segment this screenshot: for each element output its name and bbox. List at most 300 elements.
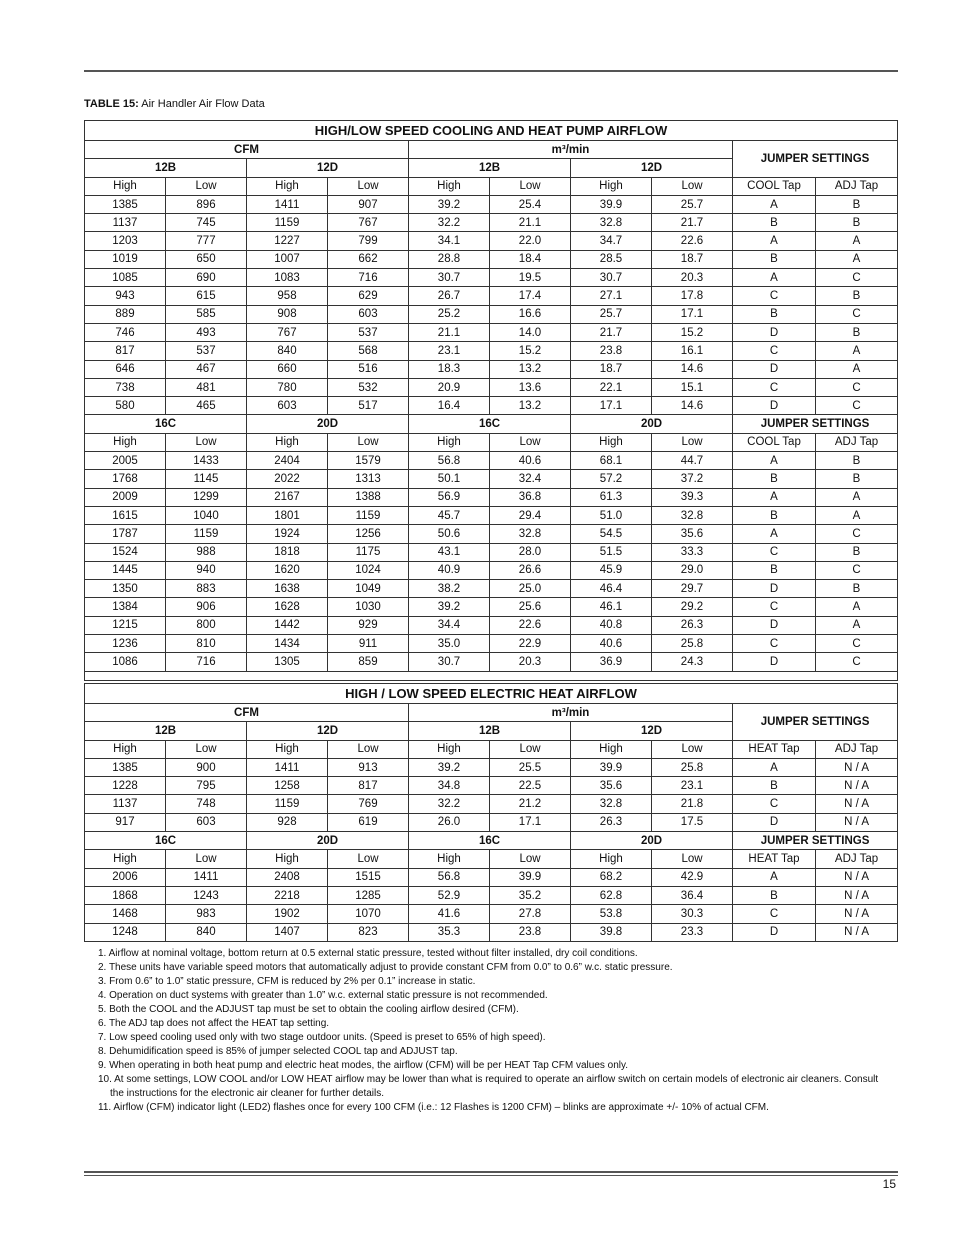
table-notes [98, 947, 888, 1115]
table-cell: 50.1 [409, 470, 490, 488]
table-cell: 13.6 [490, 378, 571, 396]
table-cell: 1818 [247, 543, 328, 561]
table-row [85, 195, 898, 213]
table-cell: A [816, 342, 898, 360]
table-row [85, 323, 898, 341]
table-cell: 2005 [85, 452, 166, 470]
model-header: 16C [85, 415, 247, 433]
table-cell: 35.0 [409, 635, 490, 653]
table-cell: 68.2 [571, 868, 652, 886]
table-cell: 690 [166, 269, 247, 287]
table-cell: 940 [166, 561, 247, 579]
column-header: COOL Tap [733, 433, 816, 451]
table-cell: D [733, 813, 816, 831]
table-cell: 1085 [85, 269, 166, 287]
table-cell: A [816, 506, 898, 524]
table-cell: 1305 [247, 653, 328, 671]
table-cell: 1243 [166, 886, 247, 904]
table-cell: 716 [328, 269, 409, 287]
table-cell: 26.3 [571, 813, 652, 831]
table-cell: D [733, 923, 816, 941]
table-cell: 35.6 [571, 777, 652, 795]
table-row [85, 232, 898, 250]
table-cell: B [816, 195, 898, 213]
table-cell: 25.6 [490, 598, 571, 616]
column-header: Low [652, 433, 733, 451]
table-cell: 907 [328, 195, 409, 213]
table-cell: 1768 [85, 470, 166, 488]
caption-label: TABLE 15: [84, 98, 139, 110]
table-cell: 44.7 [652, 452, 733, 470]
table-caption [84, 98, 265, 110]
table-cell: B [733, 305, 816, 323]
table-cell: 913 [328, 758, 409, 776]
table-cell: 21.7 [571, 323, 652, 341]
caption-text: Air Handler Air Flow Data [138, 98, 265, 110]
table-cell: 34.1 [409, 232, 490, 250]
table-row [85, 269, 898, 287]
column-header: HEAT Tap [733, 740, 816, 758]
table-cell: 35.6 [652, 525, 733, 543]
table-cell: D [733, 397, 816, 415]
table-cell: N / A [816, 777, 898, 795]
table-cell: 1248 [85, 923, 166, 941]
column-header: ADJ Tap [816, 177, 898, 195]
table-cell: A [733, 232, 816, 250]
table-cell: 1030 [328, 598, 409, 616]
column-header: Low [166, 433, 247, 451]
table-cell: 19.5 [490, 269, 571, 287]
table-cell: N / A [816, 795, 898, 813]
column-header: Low [652, 850, 733, 868]
column-header: Low [490, 740, 571, 758]
note-item: 2. These units have variable speed motors that automatically adjust to provide constant CFM from 0.0” to 0.6” w.c. static pressure. [98, 962, 673, 973]
table-cell: 17.1 [652, 305, 733, 323]
table-cell: 30.7 [409, 269, 490, 287]
table-cell: 1628 [247, 598, 328, 616]
table-row [85, 470, 898, 488]
table-cell: A [816, 616, 898, 634]
table-cell: 46.1 [571, 598, 652, 616]
jumper-settings-header: JUMPER SETTINGS [733, 832, 898, 850]
table-cell: 14.6 [652, 397, 733, 415]
table-cell: 481 [166, 378, 247, 396]
table-row [85, 616, 898, 634]
table-cell: C [733, 795, 816, 813]
table-cell: 1137 [85, 795, 166, 813]
note-item: 4. Operation on duct systems with greater than 1.0” w.c. external static pressure is not recommended. [98, 990, 548, 1001]
table-cell: 52.9 [409, 886, 490, 904]
table-row [85, 777, 898, 795]
table-cell: 30.7 [409, 653, 490, 671]
table-row [85, 795, 898, 813]
table-cell: C [733, 543, 816, 561]
table-cell: 39.3 [652, 488, 733, 506]
table-cell: 20.9 [409, 378, 490, 396]
table-cell: 906 [166, 598, 247, 616]
column-header: High [85, 177, 166, 195]
table-cell: 32.2 [409, 795, 490, 813]
model-header: 20D [247, 415, 409, 433]
column-header: High [571, 177, 652, 195]
table-cell: 21.1 [409, 323, 490, 341]
table-cell: 40.6 [490, 452, 571, 470]
model-header: 12D [247, 722, 409, 740]
table-cell: 1433 [166, 452, 247, 470]
m3-header: m³/min [409, 704, 733, 722]
table-cell: 1040 [166, 506, 247, 524]
column-header: ADJ Tap [816, 850, 898, 868]
table-cell: B [733, 470, 816, 488]
table-cell: 56.8 [409, 452, 490, 470]
table-cell: 2167 [247, 488, 328, 506]
table-cell: C [733, 378, 816, 396]
table-cell: 21.8 [652, 795, 733, 813]
model-header: 12B [85, 722, 247, 740]
table-cell: 1159 [166, 525, 247, 543]
table-cell: 18.7 [652, 250, 733, 268]
table-cell: C [816, 653, 898, 671]
table-row [85, 525, 898, 543]
table-cell: C [816, 635, 898, 653]
table-cell: 2404 [247, 452, 328, 470]
table-cell: 493 [166, 323, 247, 341]
table-cell: 20.3 [490, 653, 571, 671]
model-header: 20D [247, 832, 409, 850]
column-header: Low [328, 177, 409, 195]
table-cell: 1524 [85, 543, 166, 561]
note-item: 10. At some settings, LOW COOL and/or LOW HEAT airflow may be lower than what is required to operate an airflow switch on certain models of electronic air cleaners. Consult the instructions for the electronic air cleaner for further details. [98, 1074, 879, 1099]
table-cell: 29.4 [490, 506, 571, 524]
table-cell: 537 [328, 323, 409, 341]
table-cell: 1384 [85, 598, 166, 616]
table-cell: 795 [166, 777, 247, 795]
table-cell: 50.6 [409, 525, 490, 543]
table-cell: B [816, 543, 898, 561]
model-header: 12B [409, 722, 571, 740]
table-cell: 1159 [328, 506, 409, 524]
table-cell: 800 [166, 616, 247, 634]
table-cell: 1801 [247, 506, 328, 524]
table-row [85, 378, 898, 396]
table-cell: 1228 [85, 777, 166, 795]
table-cell: 1620 [247, 561, 328, 579]
table-cell: 748 [166, 795, 247, 813]
table-cell: 61.3 [571, 488, 652, 506]
column-header: Low [166, 740, 247, 758]
table-cell: 43.1 [409, 543, 490, 561]
table-cell: 603 [247, 397, 328, 415]
table-row [85, 580, 898, 598]
table-cell: D [733, 653, 816, 671]
table-cell: 1924 [247, 525, 328, 543]
table-cell: 943 [85, 287, 166, 305]
model-header: 12B [409, 159, 571, 177]
table-row [85, 758, 898, 776]
table-cell: C [733, 635, 816, 653]
table-cell: A [733, 269, 816, 287]
table-cell: 585 [166, 305, 247, 323]
table-cell: 51.5 [571, 543, 652, 561]
table-cell: 1049 [328, 580, 409, 598]
table-cell: A [816, 250, 898, 268]
table-cell: B [733, 506, 816, 524]
table-cell: 917 [85, 813, 166, 831]
table-cell: 22.9 [490, 635, 571, 653]
table-cell: A [733, 758, 816, 776]
table-cell: 26.3 [652, 616, 733, 634]
table-cell: D [733, 616, 816, 634]
table-cell: 62.8 [571, 886, 652, 904]
table-cell: 37.2 [652, 470, 733, 488]
table-cell: C [733, 342, 816, 360]
table-cell: 28.5 [571, 250, 652, 268]
table-cell: 2408 [247, 868, 328, 886]
table-cell: 39.2 [409, 598, 490, 616]
table-cell: 810 [166, 635, 247, 653]
table-cell: 660 [247, 360, 328, 378]
table-cell: A [733, 525, 816, 543]
table-cell: 20.3 [652, 269, 733, 287]
table-cell: D [733, 323, 816, 341]
table-cell: 840 [166, 923, 247, 941]
table-cell: 23.3 [652, 923, 733, 941]
table-title: HIGH / LOW SPEED ELECTRIC HEAT AIRFLOW [85, 684, 898, 704]
table-cell: B [733, 250, 816, 268]
table-row [85, 905, 898, 923]
column-header: High [85, 740, 166, 758]
table-cell: 1313 [328, 470, 409, 488]
table-row [85, 452, 898, 470]
table-cell: 1285 [328, 886, 409, 904]
table-cell: 21.2 [490, 795, 571, 813]
column-header: High [247, 740, 328, 758]
table-cell: A [816, 232, 898, 250]
jumper-settings-header: JUMPER SETTINGS [733, 141, 898, 178]
table-cell: 34.7 [571, 232, 652, 250]
table-cell: 1137 [85, 214, 166, 232]
table-cell: 23.8 [490, 923, 571, 941]
table-cell: 929 [328, 616, 409, 634]
table-cell: 28.8 [409, 250, 490, 268]
table-cell: 1203 [85, 232, 166, 250]
jumper-settings-header: JUMPER SETTINGS [733, 415, 898, 433]
table-cell: 1299 [166, 488, 247, 506]
table-cell: 29.0 [652, 561, 733, 579]
table-cell: 23.1 [652, 777, 733, 795]
table-cell: 24.3 [652, 653, 733, 671]
table-cell: 56.8 [409, 868, 490, 886]
table-cell: 1256 [328, 525, 409, 543]
table-cell: 18.7 [571, 360, 652, 378]
table-cell: C [733, 905, 816, 923]
table-cell: 38.2 [409, 580, 490, 598]
table-cell: 17.8 [652, 287, 733, 305]
table-cell: A [816, 488, 898, 506]
table-cell: 39.9 [571, 195, 652, 213]
table-cell: 1159 [247, 214, 328, 232]
table-cell: C [816, 561, 898, 579]
top-rule [84, 70, 898, 72]
table-cell: 25.8 [652, 758, 733, 776]
table-cell: 23.1 [409, 342, 490, 360]
table-cell: 22.5 [490, 777, 571, 795]
table-cell: 517 [328, 397, 409, 415]
table-cell: B [733, 561, 816, 579]
table-cell: C [816, 378, 898, 396]
table-row [85, 543, 898, 561]
table-cell: 799 [328, 232, 409, 250]
page-number: 15 [882, 1177, 896, 1191]
table-row [85, 360, 898, 378]
table-row [85, 813, 898, 831]
table-cell: 889 [85, 305, 166, 323]
table-cell: 13.2 [490, 397, 571, 415]
column-header: High [85, 433, 166, 451]
table-cell: 580 [85, 397, 166, 415]
table-cell: 467 [166, 360, 247, 378]
table-cell: 21.7 [652, 214, 733, 232]
table-cell: 908 [247, 305, 328, 323]
table-cell: 32.8 [571, 795, 652, 813]
table-cell: 1411 [247, 195, 328, 213]
table-cell: 1411 [166, 868, 247, 886]
column-header: High [571, 740, 652, 758]
cfm-header: CFM [85, 704, 409, 722]
table-cell: A [733, 452, 816, 470]
table-cell: 17.4 [490, 287, 571, 305]
table-cell: 662 [328, 250, 409, 268]
footer-rule [84, 1171, 898, 1173]
table-cell: 465 [166, 397, 247, 415]
table-cell: 22.6 [490, 616, 571, 634]
table-cell: 1407 [247, 923, 328, 941]
cooling-airflow-table [84, 120, 898, 681]
table-row [85, 868, 898, 886]
column-header: Low [652, 177, 733, 195]
table-cell: N / A [816, 758, 898, 776]
table-cell: 13.2 [490, 360, 571, 378]
table-cell: 1445 [85, 561, 166, 579]
table-cell: A [816, 360, 898, 378]
table-row [85, 305, 898, 323]
table-cell: D [733, 580, 816, 598]
table-cell: 45.7 [409, 506, 490, 524]
table-cell: 1902 [247, 905, 328, 923]
column-header: High [409, 740, 490, 758]
table-cell: A [733, 488, 816, 506]
table-cell: 32.8 [490, 525, 571, 543]
table-cell: 1086 [85, 653, 166, 671]
table-cell: 30.7 [571, 269, 652, 287]
table-cell: 54.5 [571, 525, 652, 543]
column-header: High [247, 433, 328, 451]
table-cell: 53.8 [571, 905, 652, 923]
heat-airflow-table [84, 683, 898, 942]
table-cell: 32.4 [490, 470, 571, 488]
table-cell: 35.3 [409, 923, 490, 941]
table-row [85, 653, 898, 671]
table-cell: 16.6 [490, 305, 571, 323]
table-cell: 1007 [247, 250, 328, 268]
note-item: 11. Airflow (CFM) indicator light (LED2) flashes once for every 100 CFM (i.e.: 12 Flashes is 1200 CFM) – blinks are approximate +/- 10% of actual CFM. [98, 1102, 769, 1113]
m3-header: m³/min [409, 141, 733, 159]
table-cell: 777 [166, 232, 247, 250]
table-cell: 32.2 [409, 214, 490, 232]
note-item: 8. Dehumidification speed is 85% of jumper selected COOL tap and ADJUST tap. [98, 1046, 458, 1057]
table-cell: 57.2 [571, 470, 652, 488]
table-row [85, 488, 898, 506]
column-header: Low [328, 433, 409, 451]
table-row [85, 635, 898, 653]
table-cell: 25.8 [652, 635, 733, 653]
model-header: 20D [571, 832, 733, 850]
table-row [85, 287, 898, 305]
model-header: 16C [409, 832, 571, 850]
column-header: ADJ Tap [816, 433, 898, 451]
table-cell: 51.0 [571, 506, 652, 524]
table-cell: 42.9 [652, 868, 733, 886]
table-cell: 14.0 [490, 323, 571, 341]
table-cell: 25.7 [571, 305, 652, 323]
table-cell: 25.4 [490, 195, 571, 213]
note-item: 3. From 0.6” to 1.0” static pressure, CFM is reduced by 2% per 0.1” increase in static. [98, 976, 476, 987]
table-cell: 1388 [328, 488, 409, 506]
table-cell: 537 [166, 342, 247, 360]
table-cell: 767 [328, 214, 409, 232]
column-header: High [247, 177, 328, 195]
table-cell: 26.7 [409, 287, 490, 305]
table-row [85, 886, 898, 904]
table-row [85, 342, 898, 360]
table-cell: 1615 [85, 506, 166, 524]
table-cell: 16.1 [652, 342, 733, 360]
table-cell: B [816, 452, 898, 470]
table-cell: 840 [247, 342, 328, 360]
table-cell: 745 [166, 214, 247, 232]
table-cell: 22.6 [652, 232, 733, 250]
table-cell: 1515 [328, 868, 409, 886]
table-cell: 26.0 [409, 813, 490, 831]
note-item: 5. Both the COOL and the ADJUST tap must be set to obtain the cooling airflow desired (CFM). [98, 1004, 519, 1015]
table-cell: 39.9 [571, 758, 652, 776]
table-cell: B [816, 323, 898, 341]
note-item: 7. Low speed cooling used only with two stage outdoor units. (Speed is preset to 65% of high speed). [98, 1032, 546, 1043]
table-cell: C [733, 598, 816, 616]
model-header: 20D [571, 415, 733, 433]
table-cell: 41.6 [409, 905, 490, 923]
table-cell: 46.4 [571, 580, 652, 598]
table-cell: 23.8 [571, 342, 652, 360]
table-cell: 29.2 [652, 598, 733, 616]
table-cell: 738 [85, 378, 166, 396]
table-cell: 615 [166, 287, 247, 305]
table-cell: 2022 [247, 470, 328, 488]
column-header: High [409, 433, 490, 451]
table-cell: 988 [166, 543, 247, 561]
table-cell: 532 [328, 378, 409, 396]
table-cell: 34.4 [409, 616, 490, 634]
table-cell: 817 [85, 342, 166, 360]
table-cell: 56.9 [409, 488, 490, 506]
table-spacer [85, 671, 898, 680]
column-header: High [571, 850, 652, 868]
table-cell: 22.0 [490, 232, 571, 250]
table-cell: 629 [328, 287, 409, 305]
table-cell: 22.1 [571, 378, 652, 396]
table-cell: 2218 [247, 886, 328, 904]
table-cell: 1159 [247, 795, 328, 813]
